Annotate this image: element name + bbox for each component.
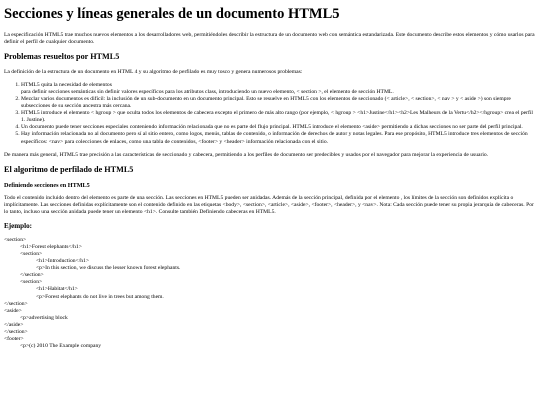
code-line: <p>In this section, we discuss the lesser known forest elephants.: [36, 265, 181, 272]
problems-list: [4, 82, 536, 146]
code-line: <p>Forest elephants do not live in trees but among them.: [36, 293, 164, 300]
code-line: <section>: [20, 250, 43, 257]
code-line: <section>: [4, 236, 27, 243]
example-heading: Ejemplo:: [4, 222, 32, 231]
algorithm-heading: El algoritmo de perfilado de HTML5: [4, 164, 134, 174]
list-item-text: Hay información relacionada no al documento pero sí al sitio entero, como logos, menús, tablas de contenido, o información de derechos de autor y notas legales. Para ese propósito, HTML5 introduce tres elementos de sección específicos: <nav> para colecciones de enlaces, como una tabla de contenidos, <footer> y <header> información relacionada con el sitio.: [21, 131, 528, 145]
code-line: </aside>: [4, 321, 24, 328]
example-code-block: [4, 237, 536, 351]
list-item-text: HTML5 introduce el elemento < hgroup > que oculta todos los elementos de cabecera excepto el primero de más alto rango (por ejemplo, < hgroup > <h1>Justine</h1><h2>Les Malheurs de la Vertu</h2></hgroup> crea el perfil 1. Justine).: [21, 110, 533, 124]
code-line: <p>advertising block: [20, 314, 68, 321]
list-item: [21, 96, 536, 110]
list-item: [21, 110, 536, 124]
code-line: <h1>Habitat</h1>: [36, 286, 78, 293]
code-line: </section>: [4, 300, 28, 307]
list-item: [21, 82, 536, 96]
code-line: <aside>: [4, 307, 22, 314]
list-item-text: Mezclar varios documentos es difícil: la inclusión de un sub-documento en un documento principal. Esto se resuelve en HTML5 con los elementos de seccionado (< article>, < section>, < nav > y < aside >) son siempre subsecciones de su sección ancestra más cercana.: [21, 95, 511, 110]
code-line: <p>(c) 2010 The Example company: [20, 343, 102, 350]
code-line: </section>: [4, 329, 28, 336]
code-line: </section>: [20, 272, 44, 279]
intro-paragraph: La especificación HTML5 trae muchos nuevos elementos a los desarrolladores web, permitiéndoles describir la estructura de un documento web con semántica estandarizada. Este documento describe estos elementos y cómo usarlos para definir el perfil de cualquier documento.: [4, 31, 535, 45]
list-item-subtext: para definir secciones semánticas sin definir valores específicos para los atributos class, introduciendo un nuevo elemento, < section >, el elemento de sección HTML.: [21, 88, 394, 95]
list-item-text: Un documento puede tener secciones especiales conteniendo información relacionada que no es parte del flujo principal. HTML5 introduce el elemento <aside> permitiendo a dichas secciones no ser parte del perfil principal.: [21, 124, 523, 131]
problems-lead: La definición de la estructura de un documento en HTML 4 y su algoritmo de perfilado es muy tosco y genera numerosos problemas:: [4, 68, 303, 75]
problems-closing: De manera más general, HTML5 trae precisión a las características de seccionado y cabecera, permitiendo a los perfiles de documento ser predecibles y usados por el navegador para mejorar la experiencia de usuario.: [4, 151, 489, 158]
code-line: <section>: [20, 279, 43, 286]
code-line: <h1>Introduction</h1>: [36, 258, 90, 265]
algorithm-subheading: Definiendo secciones en HTML5: [4, 181, 90, 189]
code-line: <h1>Forest elephants</h1>: [20, 243, 82, 250]
list-item-text: HTML5 quita la necesidad de elementos: [21, 81, 112, 88]
algorithm-body: Todo el contenido incluido dentro del elemento es parte de una sección. Las secciones en HTML5 pueden ser anidadas. Además de la sección principal, definida por el elemento , los límites de la sección son definidos explícita o implícitamente. Las secciones definidas explícitamente son el contenido definido en las etiquetas <body>, <section>, <article>, <aside>, <footer>, <header>, y <nav>. Nota: Cada sección puede tener su propia jerarquía de cabeceras. Por lo tanto, incluso una sección anidada puede tener un elemento <h1>. Consulte también Definiendo cabeceras en HTML5.: [4, 195, 534, 216]
problems-heading: Problemas resueltos por HTML5: [4, 51, 120, 61]
list-item: [21, 131, 536, 145]
page-title: Secciones y líneas generales de un documento HTML5: [4, 6, 340, 22]
code-line: <footer>: [4, 336, 24, 343]
